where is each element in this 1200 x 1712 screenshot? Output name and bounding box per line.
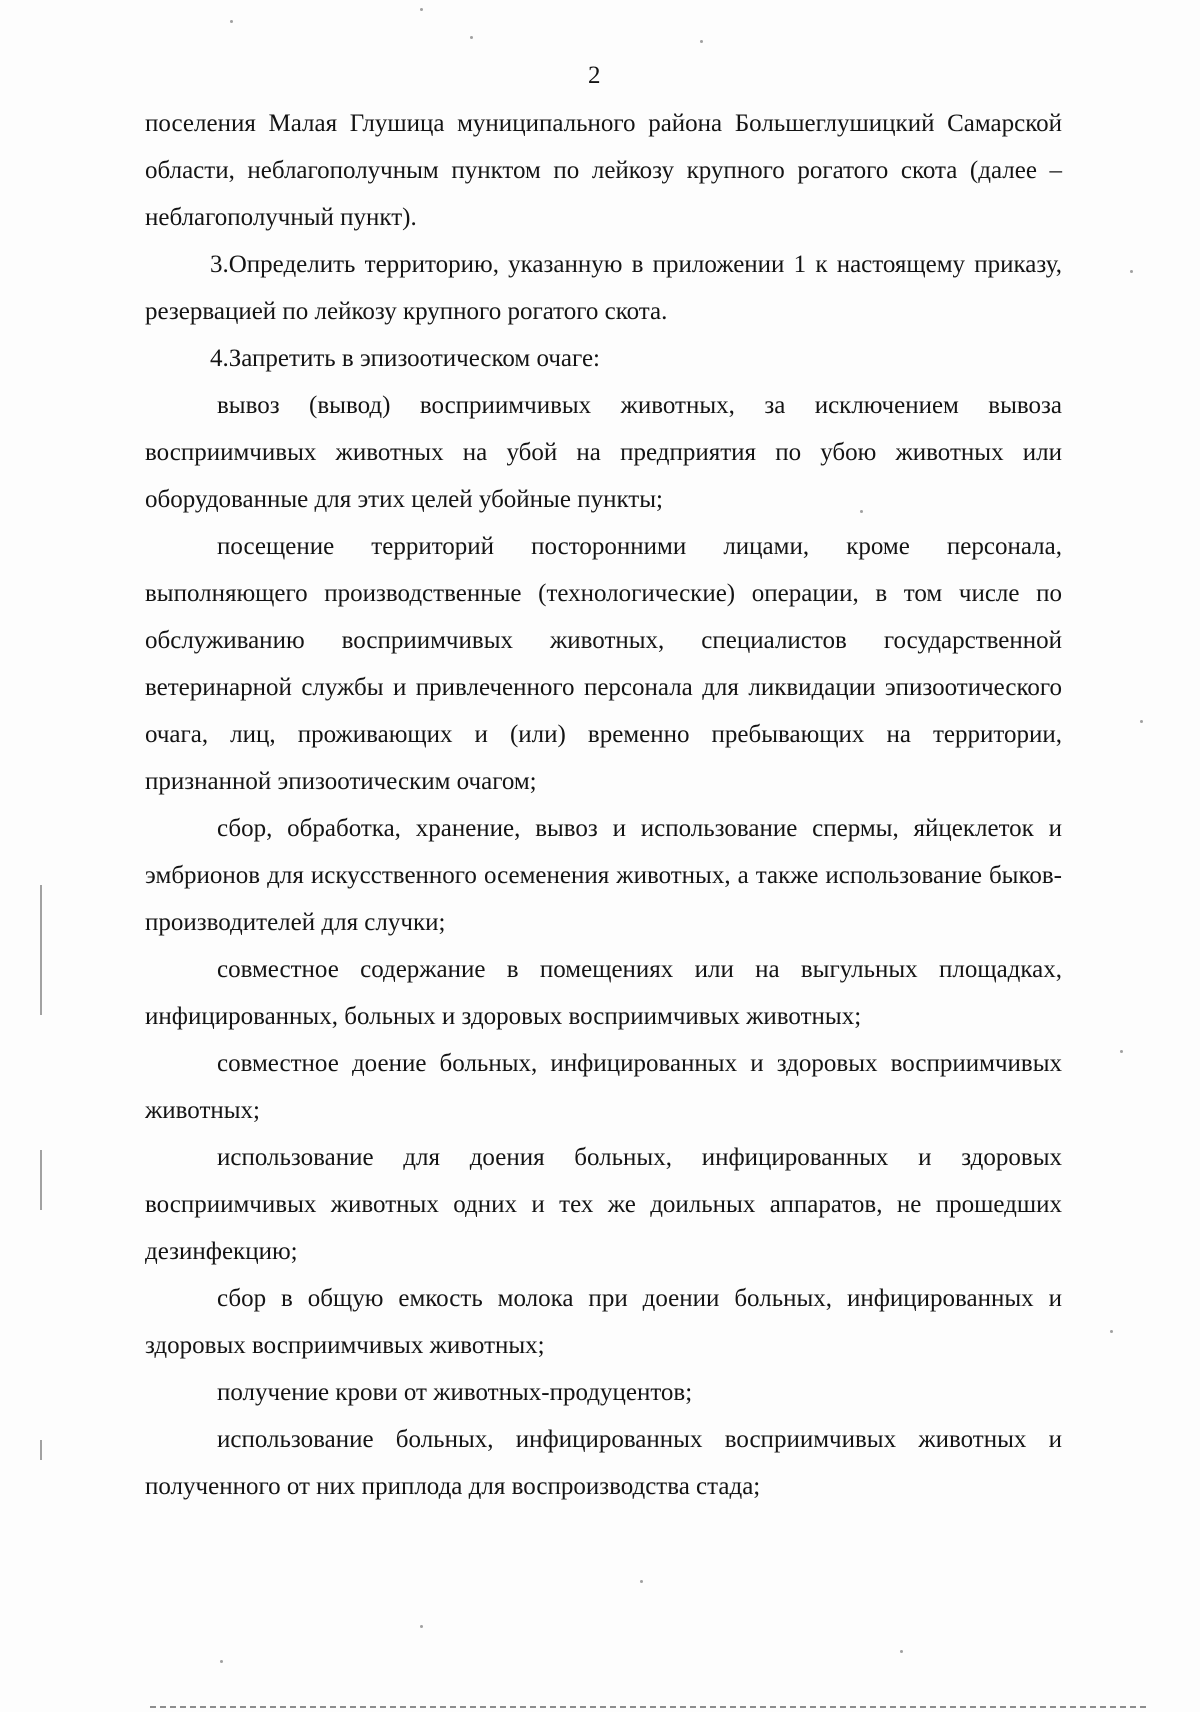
scan-edge-artifact — [40, 1440, 42, 1460]
prohibition-item: использование больных, инфицированных восприимчивых животных и полученного от них приплода для воспроизводства стада; — [145, 1426, 1062, 1500]
scan-speck — [230, 20, 233, 23]
prohibition-item: сбор, обработка, хранение, вывоз и использование спермы, яйцеклеток и эмбрионов для искусственного осеменения животных, а также использование быков-производителей для случки; — [145, 815, 1062, 936]
scan-speck — [1110, 1330, 1113, 1333]
prohibition-item: сбор в общую емкость молока при доении больных, инфицированных и здоровых восприимчивых животных; — [145, 1285, 1062, 1359]
scan-edge-artifact — [40, 885, 42, 1015]
prohibition-item: использование для доения больных, инфицированных и здоровых восприимчивых животных одних и тех же доильных аппаратов, не прошедших дезинфекцию; — [145, 1144, 1062, 1265]
prohibition-item: вывоз (вывод) восприимчивых животных, за исключением вывоза восприимчивых животных на убой на предприятия по убою животных или оборудованные для этих целей убойные пункты; — [145, 392, 1062, 513]
scan-speck — [420, 1625, 423, 1628]
prohibition-item: получение крови от животных-продуцентов; — [217, 1379, 693, 1406]
scan-speck — [900, 1650, 903, 1653]
scan-speck — [420, 8, 423, 11]
document-body — [145, 100, 1062, 1510]
scan-speck — [700, 40, 703, 43]
prohibition-item: совместное доение больных, инфицированных и здоровых восприимчивых животных; — [145, 1050, 1062, 1124]
scan-bottom-artifact — [150, 1706, 1150, 1708]
scan-edge-artifact — [40, 1150, 42, 1210]
scan-speck — [1120, 1050, 1123, 1053]
scan-speck — [470, 36, 473, 39]
scan-speck — [640, 1580, 643, 1583]
prohibition-item: посещение территорий посторонними лицами, кроме персонала, выполняющего производственные (технологические) операции, в том числе по обслуживанию восприимчивых животных, специалистов государственной ветеринарной службы и привлеченного персонала для ликвидации эпизоотического очага, лиц, проживающих и (или) временно пребывающих на территории, признанной эпизоотическим очагом; — [145, 533, 1062, 795]
paragraph-intro-continuation: поселения Малая Глушица муниципального района Большеглушицкий Самарской области, неблагополучным пунктом по лейкозу крупного рогатого скота (далее – неблагополучный пункт). — [145, 110, 1062, 231]
paragraph-item-4: 4.Запретить в эпизоотическом очаге: — [210, 345, 600, 372]
scan-speck — [1140, 720, 1143, 723]
scan-speck — [860, 510, 863, 513]
scan-speck — [1130, 270, 1133, 273]
scan-speck — [220, 1660, 223, 1663]
paragraph-item-3: 3.Определить территорию, указанную в приложении 1 к настоящему приказу, резервацией по лейкозу крупного рогатого скота. — [145, 251, 1062, 325]
prohibition-item: совместное содержание в помещениях или на выгульных площадках, инфицированных, больных и здоровых восприимчивых животных; — [145, 956, 1062, 1030]
page-number: 2 — [588, 62, 601, 89]
